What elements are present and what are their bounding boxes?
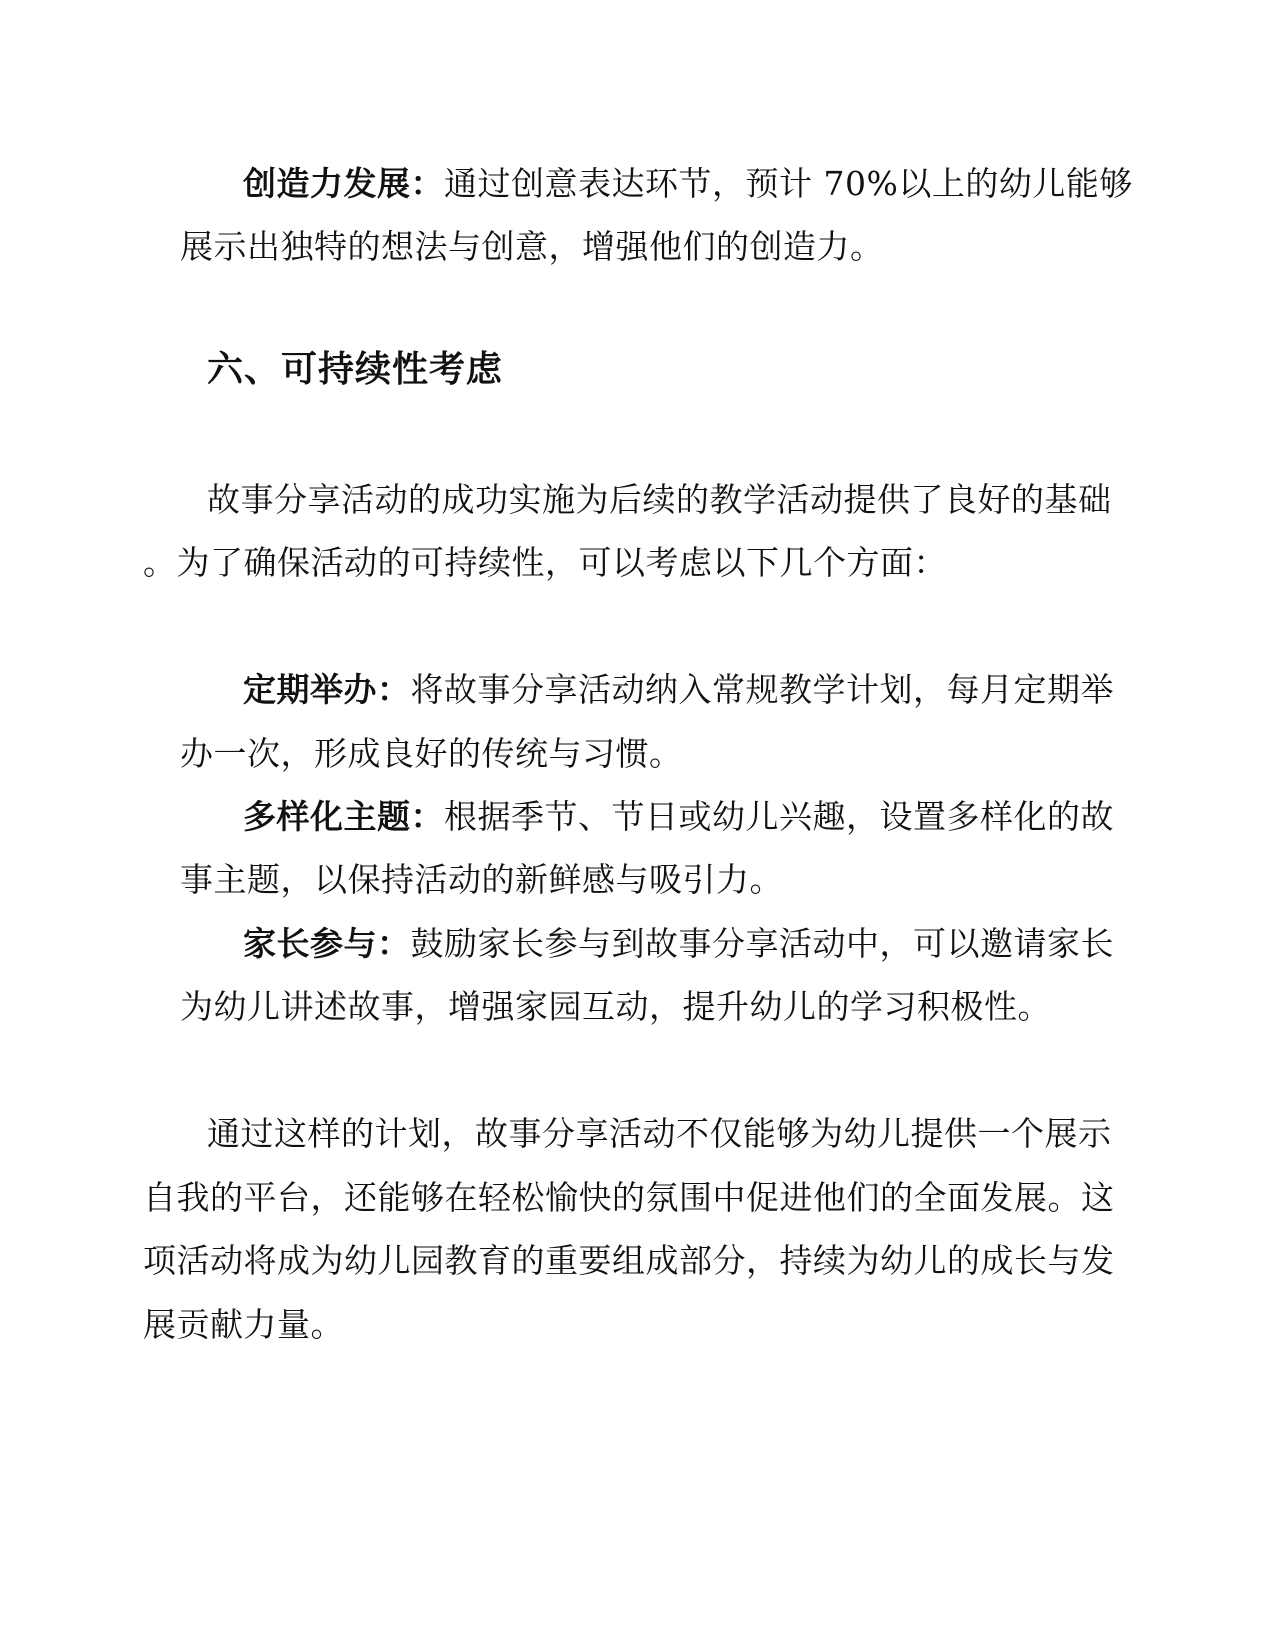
section-heading: 六、可持续性考虑 (207, 349, 504, 390)
item-parents-line-1 (243, 924, 1114, 964)
conclusion-line-4: 展贡献力量。 (143, 1305, 344, 1344)
conclusion-line-1: 通过这样的计划，故事分享活动不仅能够为幼儿提供一个展示 (207, 1114, 1112, 1153)
item-parents-line-2: 为幼儿讲述故事，增强家园互动，提升幼儿的学习积极性。 (180, 987, 1051, 1026)
creativity-line-2: 展示出独特的想法与创意，增强他们的创造力。 (180, 227, 884, 266)
creativity-text-1: 通过创意表达环节，预计 70%以上的幼儿能够 (444, 164, 1133, 203)
item-themes-label: 多样化主题： (243, 797, 444, 836)
intro-line-2: 。为了确保活动的可持续性，可以考虑以下几个方面： (143, 543, 947, 582)
item-themes-text-1: 根据季节、节日或幼儿兴趣，设置多样化的故 (444, 797, 1114, 836)
item-regular-label: 定期举办： (243, 670, 411, 709)
creativity-line-1 (243, 164, 1133, 204)
intro-line-1: 故事分享活动的成功实施为后续的教学活动提供了良好的基础 (207, 480, 1112, 519)
item-themes-line-1 (243, 797, 1114, 837)
item-themes-line-2: 事主题，以保持活动的新鲜感与吸引力。 (180, 860, 783, 899)
item-parents-text-1: 鼓励家长参与到故事分享活动中，可以邀请家长 (410, 924, 1114, 963)
item-parents-label: 家长参与： (243, 924, 411, 963)
item-regular-text-1: 将故事分享活动纳入常规教学计划，每月定期举 (410, 670, 1114, 709)
conclusion-line-3: 项活动将成为幼儿园教育的重要组成部分，持续为幼儿的成长与发 (143, 1241, 1115, 1280)
item-regular-line-1 (243, 670, 1114, 710)
conclusion-line-2: 自我的平台，还能够在轻松愉快的氛围中促进他们的全面发展。这 (143, 1178, 1115, 1217)
item-regular-line-2: 办一次，形成良好的传统与习惯。 (180, 734, 683, 773)
creativity-label: 创造力发展： (243, 164, 444, 203)
